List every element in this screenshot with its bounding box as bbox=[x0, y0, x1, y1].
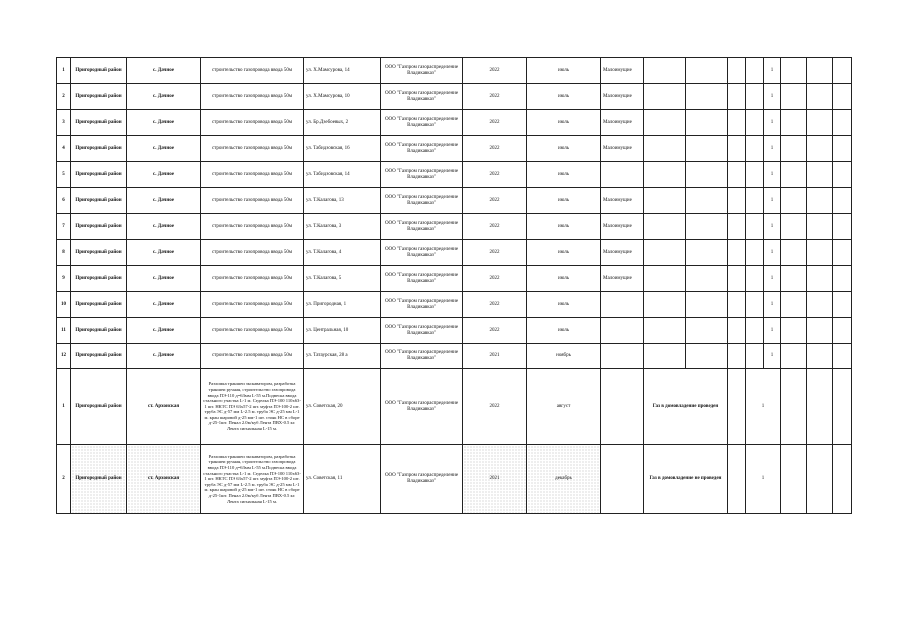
empty-cell bbox=[833, 292, 852, 318]
table-row bbox=[57, 110, 852, 136]
district-cell: Пригородный район bbox=[71, 110, 127, 136]
work-cell: строительство газопровода ввода 50м bbox=[201, 240, 304, 266]
empty-cell bbox=[644, 188, 686, 214]
organization-cell: ООО "Газпром газораспределение Владикавказ" bbox=[381, 162, 463, 188]
quantity-cell: 1 bbox=[764, 266, 781, 292]
empty-cell bbox=[746, 58, 764, 84]
organization-cell: ООО "Газпром газораспределение Владикавказ" bbox=[381, 266, 463, 292]
table-row bbox=[57, 445, 852, 514]
quantity-cell: 1 bbox=[764, 214, 781, 240]
year-cell: 2021 bbox=[463, 445, 527, 514]
category-cell bbox=[601, 318, 644, 344]
table-row bbox=[57, 292, 852, 318]
category-cell: Малоимущие bbox=[601, 84, 644, 110]
year-cell: 2022 bbox=[463, 136, 527, 162]
quantity-cell: 1 bbox=[764, 162, 781, 188]
empty-cell bbox=[833, 188, 852, 214]
address-cell: ул. Центральная, 10 bbox=[304, 318, 381, 344]
row-number: 5 bbox=[57, 162, 71, 188]
district-cell: Пригородный район bbox=[71, 214, 127, 240]
month-cell: июль bbox=[527, 292, 601, 318]
category-cell: Малоимущие bbox=[601, 214, 644, 240]
empty-cell bbox=[746, 292, 764, 318]
empty-cell bbox=[781, 136, 807, 162]
empty-cell bbox=[781, 162, 807, 188]
year-cell: 2022 bbox=[463, 58, 527, 84]
row-number: 11 bbox=[57, 318, 71, 344]
empty-cell bbox=[728, 240, 746, 266]
row-number: 12 bbox=[57, 344, 71, 369]
district-cell: Пригородный район bbox=[71, 445, 127, 514]
empty-cell bbox=[728, 369, 746, 445]
address-cell: ул. Пригородная, 1 bbox=[304, 292, 381, 318]
empty-cell bbox=[644, 58, 686, 84]
address-cell: ул. Советская, 20 bbox=[304, 369, 381, 445]
category-cell bbox=[601, 292, 644, 318]
empty-cell bbox=[601, 369, 644, 445]
empty-cell bbox=[746, 240, 764, 266]
organization-cell: ООО "Газпром газораспределение Владикавказ" bbox=[381, 240, 463, 266]
row-number: 4 bbox=[57, 136, 71, 162]
empty-cell bbox=[807, 292, 833, 318]
category-cell bbox=[601, 162, 644, 188]
address-cell: ул. Т.Калагова, 13 bbox=[304, 188, 381, 214]
work-cell: строительство газопровода ввода 50м bbox=[201, 58, 304, 84]
row-number: 10 bbox=[57, 292, 71, 318]
month-cell: июль bbox=[527, 110, 601, 136]
empty-cell bbox=[746, 162, 764, 188]
quantity-cell: 1 bbox=[764, 136, 781, 162]
year-cell: 2022 bbox=[463, 240, 527, 266]
empty-cell bbox=[728, 110, 746, 136]
quantity-cell: 1 bbox=[764, 344, 781, 369]
year-cell: 2022 bbox=[463, 292, 527, 318]
empty-cell bbox=[728, 318, 746, 344]
village-cell: с. Дачное bbox=[127, 84, 201, 110]
table-row bbox=[57, 84, 852, 110]
work-description-cell: Разломка траншеи экскаватором, разработка траншеи ручная, строительство газопровода ввода ПЭ-110 д=63мм L-55 м.Подвеска ввода стального участка L-1 м. Седелка ПЭ-100 110х63-1 шт. НКТС ПЭ 63х57-2 шт. муфта ПЭ-100-2 шт. труба ЭС д-57 мм L-2.5 м. труба ЭС д-25 мм L-1 м. кран шаровой д-25 мм-1 шт. стояк НС в сборе д-25-1шт. Пенал 2.0м/куб Лента ПВХ-0.5 кг. Лента сигнальная L-15 м. bbox=[201, 369, 304, 445]
row-number: 8 bbox=[57, 240, 71, 266]
empty-cell bbox=[781, 292, 807, 318]
gas-status-cell: Газ в домовладение проведен bbox=[644, 369, 728, 445]
row-number: 1 bbox=[57, 369, 71, 445]
village-cell: с. Дачное bbox=[127, 266, 201, 292]
row-number: 3 bbox=[57, 110, 71, 136]
organization-cell: ООО "Газпром газораспределение Владикавказ" bbox=[381, 188, 463, 214]
year-cell: 2022 bbox=[463, 162, 527, 188]
year-cell: 2022 bbox=[463, 84, 527, 110]
empty-cell bbox=[781, 188, 807, 214]
work-cell: строительство газопровода ввода 50м bbox=[201, 110, 304, 136]
category-cell: Малоимущие bbox=[601, 240, 644, 266]
empty-cell bbox=[746, 84, 764, 110]
row-number: 9 bbox=[57, 266, 71, 292]
empty-cell bbox=[728, 445, 746, 514]
empty-cell bbox=[686, 162, 728, 188]
empty-cell bbox=[686, 188, 728, 214]
empty-cell bbox=[807, 162, 833, 188]
district-cell: Пригородный район bbox=[71, 344, 127, 369]
empty-cell bbox=[686, 84, 728, 110]
address-cell: ул. Табидзовская, 14 bbox=[304, 162, 381, 188]
row-number: 6 bbox=[57, 188, 71, 214]
village-cell: с. Дачное bbox=[127, 188, 201, 214]
organization-cell: ООО "Газпром газораспределение Владикавказ" bbox=[381, 292, 463, 318]
gasification-table bbox=[56, 57, 852, 514]
village-cell: с. Дачное bbox=[127, 318, 201, 344]
village-cell: ст. Архонская bbox=[127, 369, 201, 445]
village-cell: с. Дачное bbox=[127, 214, 201, 240]
month-cell: август bbox=[527, 369, 601, 445]
empty-cell bbox=[644, 266, 686, 292]
empty-cell bbox=[833, 318, 852, 344]
empty-cell bbox=[746, 266, 764, 292]
empty-cell bbox=[644, 136, 686, 162]
empty-cell bbox=[833, 136, 852, 162]
empty-cell bbox=[728, 58, 746, 84]
district-cell: Пригородный район bbox=[71, 318, 127, 344]
empty-cell bbox=[781, 445, 807, 514]
empty-cell bbox=[781, 84, 807, 110]
empty-cell bbox=[781, 214, 807, 240]
empty-cell bbox=[807, 266, 833, 292]
empty-cell bbox=[746, 344, 764, 369]
empty-cell bbox=[686, 292, 728, 318]
category-cell: Малоимущие bbox=[601, 110, 644, 136]
quantity-cell: 1 bbox=[764, 110, 781, 136]
empty-cell bbox=[781, 110, 807, 136]
empty-cell bbox=[807, 240, 833, 266]
empty-cell bbox=[686, 266, 728, 292]
empty-cell bbox=[746, 318, 764, 344]
table-row bbox=[57, 369, 852, 445]
organization-cell: ООО "Газпром газораспределение Владикавказ" bbox=[381, 214, 463, 240]
empty-cell bbox=[728, 266, 746, 292]
month-cell: июль bbox=[527, 266, 601, 292]
gas-status-cell: Газ в домовладение не проведен bbox=[644, 445, 728, 514]
address-cell: ул. Т.Калагова, 4 bbox=[304, 240, 381, 266]
quantity-cell: 1 bbox=[764, 188, 781, 214]
table-row bbox=[57, 240, 852, 266]
empty-cell bbox=[686, 136, 728, 162]
month-cell: июль bbox=[527, 188, 601, 214]
organization-cell: ООО "Газпром газораспределение Владикавказ" bbox=[381, 110, 463, 136]
empty-cell bbox=[728, 292, 746, 318]
empty-cell bbox=[807, 214, 833, 240]
district-cell: Пригородный район bbox=[71, 58, 127, 84]
work-cell: строительство газопровода ввода 50м bbox=[201, 318, 304, 344]
row-number: 2 bbox=[57, 84, 71, 110]
empty-cell bbox=[807, 58, 833, 84]
empty-cell bbox=[728, 344, 746, 369]
month-cell: июль bbox=[527, 240, 601, 266]
empty-cell bbox=[833, 369, 852, 445]
district-cell: Пригородный район bbox=[71, 266, 127, 292]
village-cell: с. Дачное bbox=[127, 162, 201, 188]
row-number: 7 bbox=[57, 214, 71, 240]
address-cell: ул. Т.Калагова, 3 bbox=[304, 214, 381, 240]
empty-cell bbox=[728, 188, 746, 214]
empty-cell bbox=[644, 162, 686, 188]
month-cell: июль bbox=[527, 162, 601, 188]
category-cell: Малоимущие bbox=[601, 136, 644, 162]
empty-cell bbox=[601, 445, 644, 514]
empty-cell bbox=[781, 266, 807, 292]
empty-cell bbox=[833, 110, 852, 136]
work-description-cell: Разломка траншеи экскаватором, разработка траншеи ручная, строительство газопровода ввода ПЭ-110 д=63мм L-55 м.Подвеска ввода стального участка L-1 м. Седелка ПЭ-100 110х63-1 шт. НКТС ПЭ 63х57-2 шт. муфта ПЭ-100-2 шт. труба ЭС д-57 мм L-2.5 м. труба ЭС д-25 мм L-1 м. кран шаровой д-25 мм-1 шт. стояк НС в сборе д-25-1шт. Пенал 2.0м/куб Лента ПВХ-0.5 кг. Лента сигнальная L-15 м. bbox=[201, 445, 304, 514]
empty-cell bbox=[728, 84, 746, 110]
district-cell: Пригородный район bbox=[71, 136, 127, 162]
organization-cell: ООО "Газпром газораспределение Владикавказ" bbox=[381, 84, 463, 110]
empty-cell bbox=[833, 58, 852, 84]
year-cell: 2022 bbox=[463, 266, 527, 292]
quantity-cell: 1 bbox=[764, 240, 781, 266]
row-number: 1 bbox=[57, 58, 71, 84]
empty-cell bbox=[807, 445, 833, 514]
quantity-cell: 1 bbox=[764, 58, 781, 84]
organization-cell: ООО "Газпром газораспределение Владикавказ" bbox=[381, 136, 463, 162]
empty-cell bbox=[644, 292, 686, 318]
empty-cell bbox=[807, 344, 833, 369]
category-cell: Малоимущие bbox=[601, 58, 644, 84]
empty-cell bbox=[833, 84, 852, 110]
work-cell: строительство газопровода ввода 50м bbox=[201, 344, 304, 369]
empty-cell bbox=[781, 58, 807, 84]
quantity-cell: 1 bbox=[746, 445, 781, 514]
address-cell: ул. Советская, 11 bbox=[304, 445, 381, 514]
empty-cell bbox=[644, 344, 686, 369]
empty-cell bbox=[807, 84, 833, 110]
table-row bbox=[57, 266, 852, 292]
empty-cell bbox=[686, 344, 728, 369]
table-row bbox=[57, 136, 852, 162]
empty-cell bbox=[781, 369, 807, 445]
work-cell: строительство газопровода ввода 50м bbox=[201, 162, 304, 188]
organization-cell: ООО "Газпром газораспределение Владикавказ" bbox=[381, 445, 463, 514]
district-cell: Пригородный район bbox=[71, 84, 127, 110]
address-cell: ул. Табидзовская, 16 bbox=[304, 136, 381, 162]
work-cell: строительство газопровода ввода 50м bbox=[201, 292, 304, 318]
work-cell: строительство газопровода ввода 50м bbox=[201, 214, 304, 240]
month-cell: июль bbox=[527, 136, 601, 162]
month-cell: июль bbox=[527, 84, 601, 110]
empty-cell bbox=[807, 369, 833, 445]
category-cell: Малоимущие bbox=[601, 266, 644, 292]
quantity-cell: 1 bbox=[746, 369, 781, 445]
empty-cell bbox=[781, 240, 807, 266]
address-cell: ул. Х.Мамсурова, 10 bbox=[304, 84, 381, 110]
district-cell: Пригородный район bbox=[71, 162, 127, 188]
category-cell: Малоимущие bbox=[601, 188, 644, 214]
table-row bbox=[57, 318, 852, 344]
table-row bbox=[57, 58, 852, 84]
village-cell: с. Дачное bbox=[127, 344, 201, 369]
table-row bbox=[57, 162, 852, 188]
empty-cell bbox=[746, 214, 764, 240]
table-row bbox=[57, 214, 852, 240]
category-cell bbox=[601, 344, 644, 369]
organization-cell: ООО "Газпром газораспределение Владикавказ" bbox=[381, 318, 463, 344]
empty-cell bbox=[686, 318, 728, 344]
work-cell: строительство газопровода ввода 50м bbox=[201, 136, 304, 162]
month-cell: декабрь bbox=[527, 445, 601, 514]
work-cell: строительство газопровода ввода 50м bbox=[201, 188, 304, 214]
empty-cell bbox=[833, 214, 852, 240]
district-cell: Пригородный район bbox=[71, 188, 127, 214]
month-cell: июль bbox=[527, 214, 601, 240]
empty-cell bbox=[807, 318, 833, 344]
year-cell: 2022 bbox=[463, 214, 527, 240]
village-cell: с. Дачное bbox=[127, 58, 201, 84]
empty-cell bbox=[644, 110, 686, 136]
district-cell: Пригородный район bbox=[71, 240, 127, 266]
district-cell: Пригородный район bbox=[71, 292, 127, 318]
empty-cell bbox=[686, 214, 728, 240]
empty-cell bbox=[686, 110, 728, 136]
empty-cell bbox=[644, 84, 686, 110]
empty-cell bbox=[807, 188, 833, 214]
empty-cell bbox=[746, 188, 764, 214]
organization-cell: ООО "Газпром газораспределение Владикавказ" bbox=[381, 344, 463, 369]
quantity-cell: 1 bbox=[764, 318, 781, 344]
empty-cell bbox=[833, 240, 852, 266]
year-cell: 2022 bbox=[463, 318, 527, 344]
empty-cell bbox=[781, 344, 807, 369]
empty-cell bbox=[833, 445, 852, 514]
empty-cell bbox=[728, 162, 746, 188]
address-cell: ул. Бр.Дзебоевых, 2 bbox=[304, 110, 381, 136]
empty-cell bbox=[728, 136, 746, 162]
organization-cell: ООО "Газпром газораспределение Владикавказ" bbox=[381, 58, 463, 84]
village-cell: с. Дачное bbox=[127, 136, 201, 162]
quantity-cell: 1 bbox=[764, 84, 781, 110]
village-cell: с. Дачное bbox=[127, 292, 201, 318]
month-cell: июль bbox=[527, 58, 601, 84]
village-cell: с. Дачное bbox=[127, 240, 201, 266]
year-cell: 2022 bbox=[463, 188, 527, 214]
empty-cell bbox=[686, 58, 728, 84]
village-cell: с. Дачное bbox=[127, 110, 201, 136]
empty-cell bbox=[781, 318, 807, 344]
table-row bbox=[57, 344, 852, 369]
month-cell: июль bbox=[527, 318, 601, 344]
empty-cell bbox=[807, 110, 833, 136]
work-cell: строительство газопровода ввода 50м bbox=[201, 84, 304, 110]
empty-cell bbox=[644, 214, 686, 240]
quantity-cell: 1 bbox=[764, 292, 781, 318]
empty-cell bbox=[686, 240, 728, 266]
empty-cell bbox=[807, 136, 833, 162]
year-cell: 2021 bbox=[463, 344, 527, 369]
empty-cell bbox=[746, 110, 764, 136]
empty-cell bbox=[644, 318, 686, 344]
month-cell: ноябрь bbox=[527, 344, 601, 369]
address-cell: ул. Т.Калагова, 5 bbox=[304, 266, 381, 292]
empty-cell bbox=[833, 266, 852, 292]
table-row bbox=[57, 188, 852, 214]
empty-cell bbox=[833, 162, 852, 188]
address-cell: ул. Татаурская, 28 а bbox=[304, 344, 381, 369]
village-cell: ст. Архонская bbox=[127, 445, 201, 514]
year-cell: 2022 bbox=[463, 369, 527, 445]
row-number: 2 bbox=[57, 445, 71, 514]
address-cell: ул. Х.Мамсурова, 14 bbox=[304, 58, 381, 84]
organization-cell: ООО "Газпром газораспределение Владикавказ" bbox=[381, 369, 463, 445]
empty-cell bbox=[728, 214, 746, 240]
district-cell: Пригородный район bbox=[71, 369, 127, 445]
empty-cell bbox=[833, 344, 852, 369]
work-cell: строительство газопровода ввода 50м bbox=[201, 266, 304, 292]
empty-cell bbox=[644, 240, 686, 266]
empty-cell bbox=[746, 136, 764, 162]
year-cell: 2022 bbox=[463, 110, 527, 136]
